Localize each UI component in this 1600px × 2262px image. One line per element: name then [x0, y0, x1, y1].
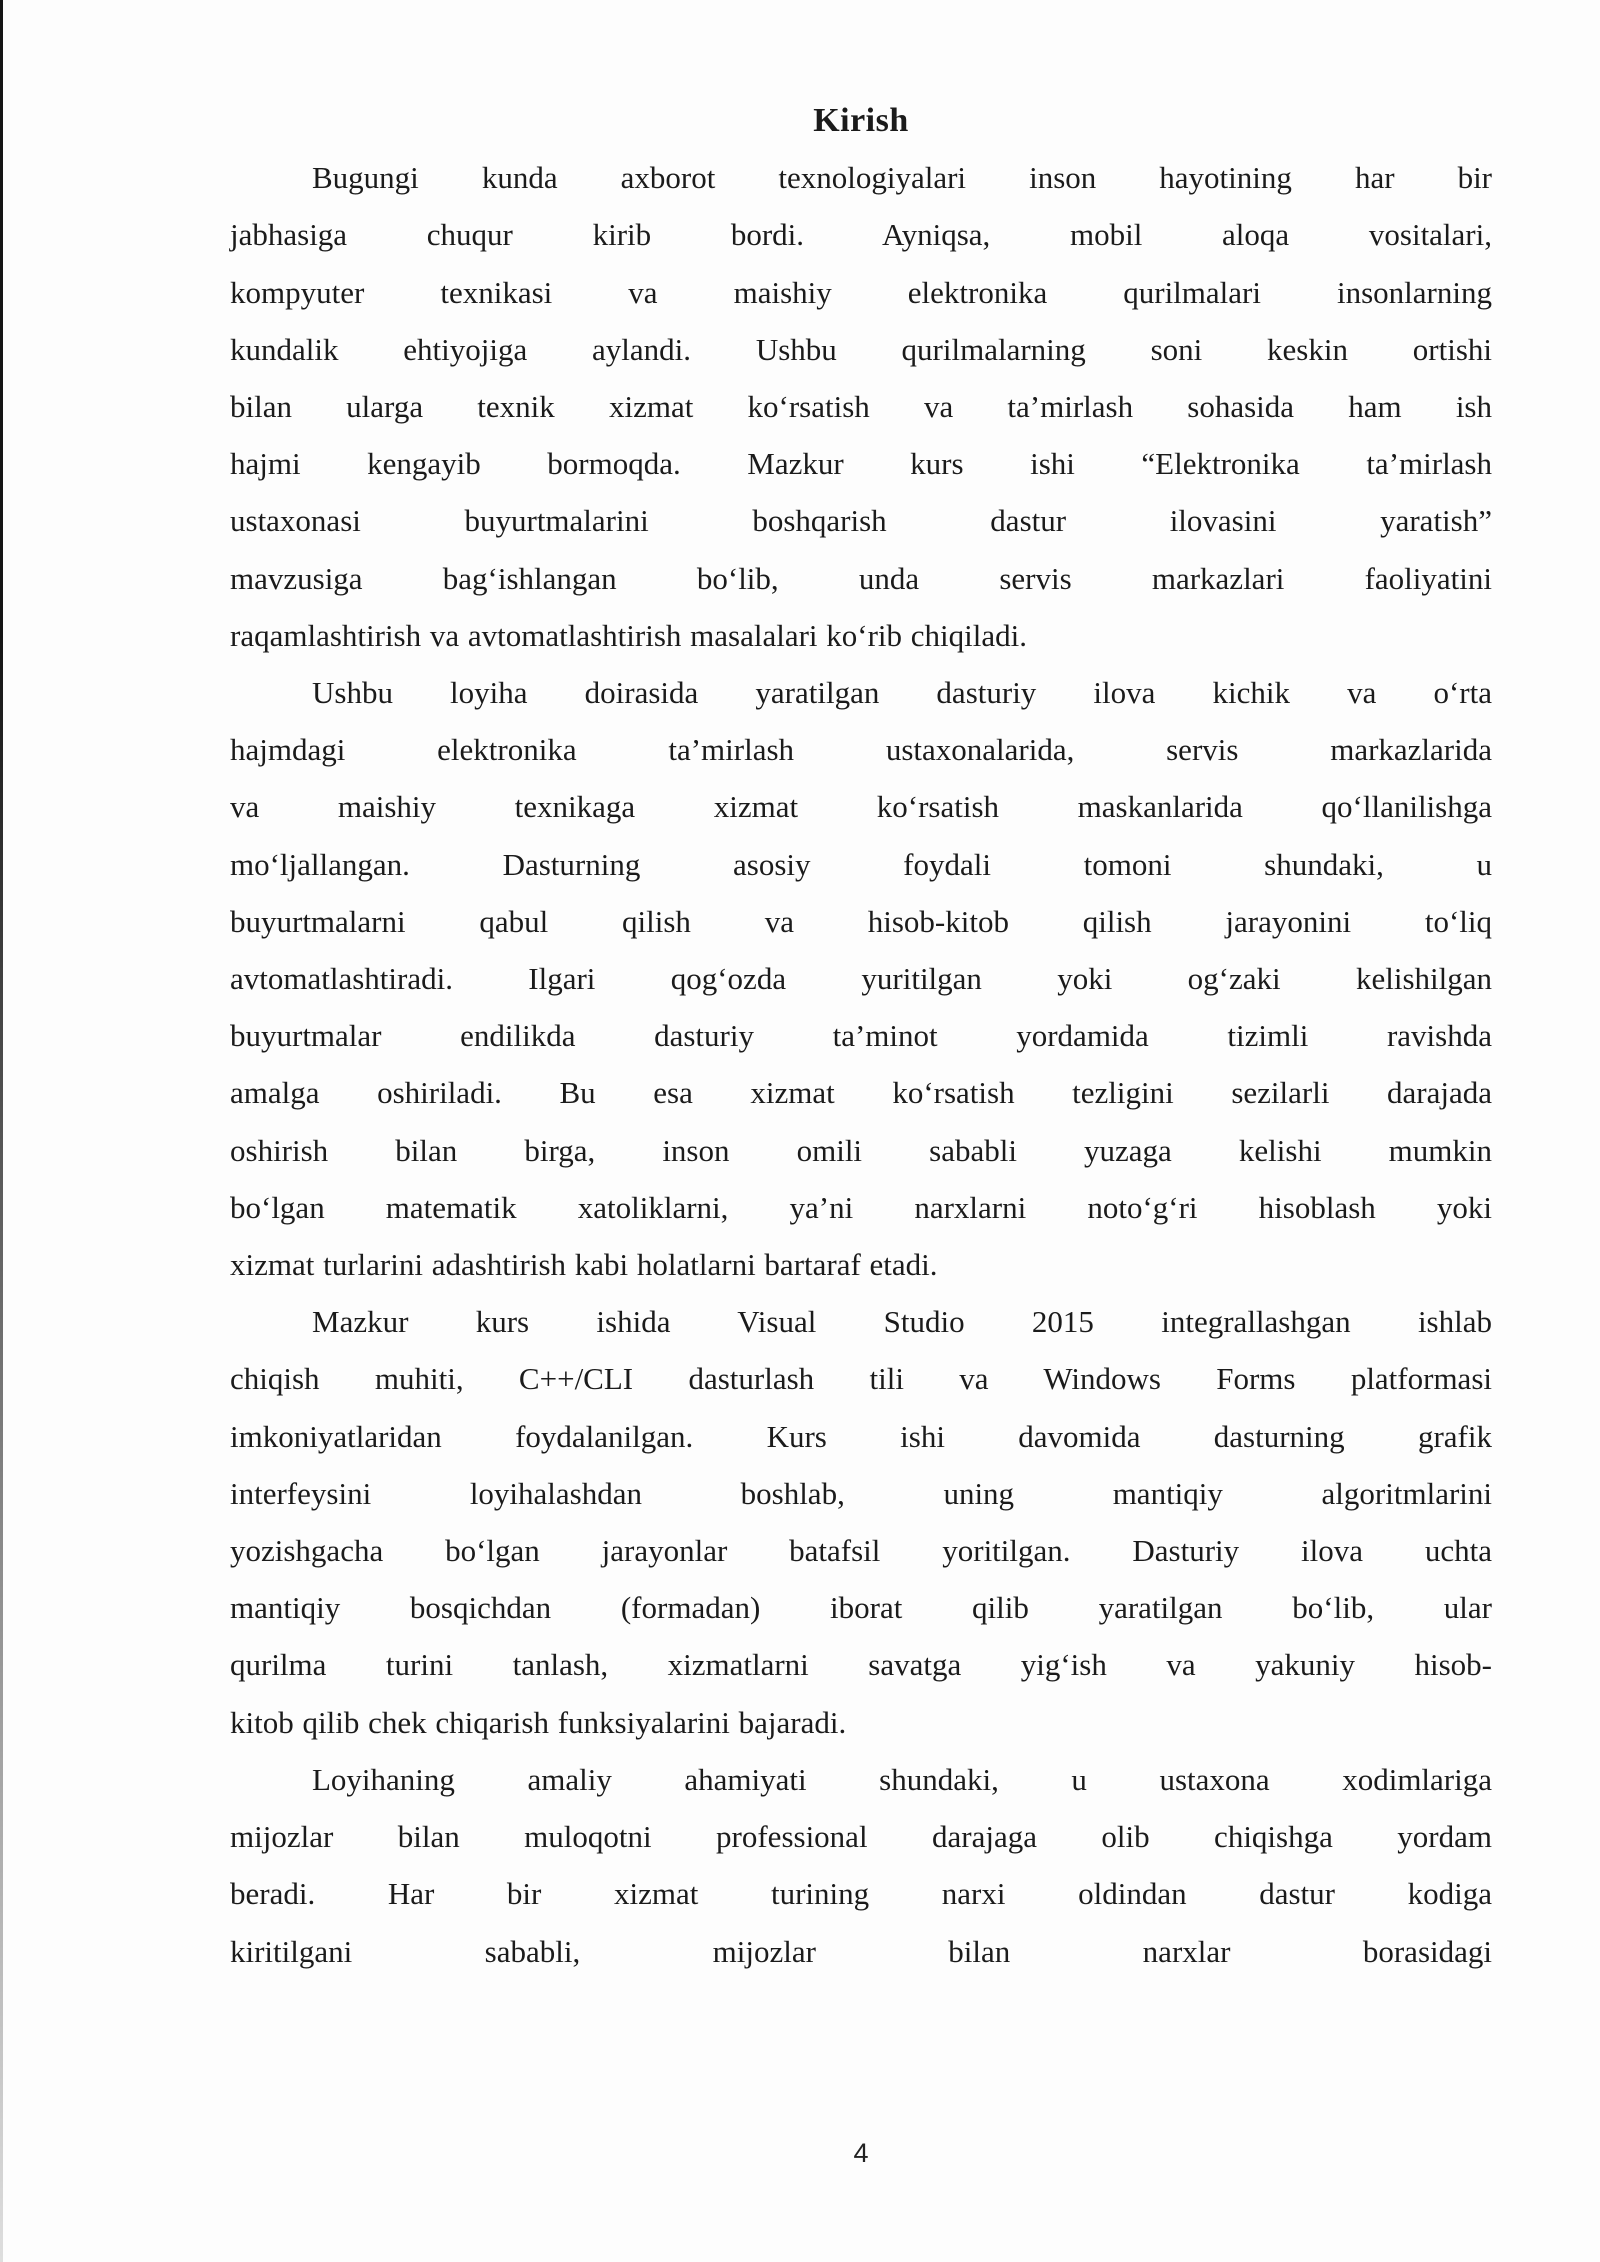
- paragraph: [230, 149, 1492, 664]
- text-line: Bugungi kunda axborot texnologiyalari inson hayotining har bir: [312, 160, 1492, 196]
- text-line: kitob qilib chek chiqarish funksiyalarini bajaradi.: [230, 1704, 847, 1740]
- text-line: qurilma turini tanlash, xizmatlarni savatga yig‘ish va yakuniy hisob-: [230, 1647, 1492, 1683]
- page-number: 4: [853, 2138, 869, 2168]
- text-line: jabhasiga chuqur kirib bordi. Ayniqsa, mobil aloqa vositalari,: [230, 217, 1492, 253]
- text-line: Loyihaning amaliy ahamiyati shundaki, u ustaxona xodimlariga: [312, 1761, 1492, 1797]
- text-line: beradi. Har bir xizmat turining narxi oldindan dastur kodiga: [230, 1876, 1492, 1912]
- text-line: interfeysini loyihalashdan boshlab, uning mantiqiy algoritmlarini: [230, 1475, 1492, 1511]
- text-line: bo‘lgan matematik xatoliklarni, ya’ni narxlarni noto‘g‘ri hisoblash yoki: [230, 1189, 1492, 1225]
- scan-edge-artifact: [0, 0, 3, 2262]
- text-line: Ushbu loyiha doirasida yaratilgan dasturiy ilova kichik va o‘rta: [312, 675, 1492, 711]
- text-line: raqamlashtirish va avtomatlashtirish masalalari ko‘rib chiqiladi.: [230, 617, 1027, 653]
- text-line: kiritilgani sababli, mijozlar bilan narxlar borasidagi: [230, 1933, 1492, 1969]
- text-line: buyurtmalarni qabul qilish va hisob-kitob qilish jarayonini to‘liq: [230, 903, 1492, 939]
- text-line: mijozlar bilan muloqotni professional darajaga olib chiqishga yordam: [230, 1819, 1492, 1855]
- paragraph: [230, 664, 1492, 1293]
- text-line: bilan ularga texnik xizmat ko‘rsatish va ta’mirlash sohasida ham ish: [230, 389, 1492, 425]
- text-line: xizmat turlarini adashtirish kabi holatlarni bartaraf etadi.: [230, 1247, 938, 1283]
- text-line: mo‘ljallangan. Dasturning asosiy foydali tomoni shundaki, u: [230, 846, 1492, 882]
- paragraph: [230, 1751, 1492, 1980]
- text-line: hajmi kengayib bormoqda. Mazkur kurs ishi “Elektronika ta’mirlash: [230, 446, 1492, 482]
- text-line: mavzusiga bag‘ishlangan bo‘lib, unda servis markazlari faoliyatini: [230, 560, 1492, 596]
- text-line: va maishiy texnikaga xizmat ko‘rsatish maskanlarida qo‘llanilishga: [230, 789, 1492, 825]
- text-line: hajmdagi elektronika ta’mirlash ustaxonalarida, servis markazlarida: [230, 732, 1492, 768]
- text-line: imkoniyatlaridan foydalanilgan. Kurs ishi davomida dasturning grafik: [230, 1418, 1492, 1454]
- text-line: chiqish muhiti, C++/CLI dasturlash tili va Windows Forms platformasi: [230, 1361, 1492, 1397]
- text-line: buyurtmalar endilikda dasturiy ta’minot yordamida tizimli ravishda: [230, 1018, 1492, 1054]
- text-line: avtomatlashtiradi. Ilgari qog‘ozda yuritilgan yoki og‘zaki kelishilgan: [230, 961, 1492, 997]
- paragraph: [230, 1293, 1492, 1751]
- page-title: Kirish: [813, 102, 909, 139]
- text-line: mantiqiy bosqichdan (formadan) iborat qilib yaratilgan bo‘lib, ular: [230, 1590, 1492, 1626]
- text-line: oshirish bilan birga, inson omili sababli yuzaga kelishi mumkin: [230, 1132, 1492, 1168]
- text-line: yozishgacha bo‘lgan jarayonlar batafsil yoritilgan. Dasturiy ilova uchta: [230, 1533, 1492, 1569]
- text-line: kundalik ehtiyojiga aylandi. Ushbu qurilmalarning soni keskin ortishi: [230, 331, 1492, 367]
- text-column: [230, 92, 1492, 1980]
- text-line: amalga oshiriladi. Bu esa xizmat ko‘rsatish tezligini sezilarli darajada: [230, 1075, 1492, 1111]
- text-line: kompyuter texnikasi va maishiy elektronika qurilmalari insonlarning: [230, 274, 1492, 310]
- body-text: [230, 149, 1492, 1980]
- text-line: ustaxonasi buyurtmalarini boshqarish dastur ilovasini yaratish”: [230, 503, 1492, 539]
- text-line: Mazkur kurs ishida Visual Studio 2015 integrallashgan ishlab: [312, 1304, 1492, 1340]
